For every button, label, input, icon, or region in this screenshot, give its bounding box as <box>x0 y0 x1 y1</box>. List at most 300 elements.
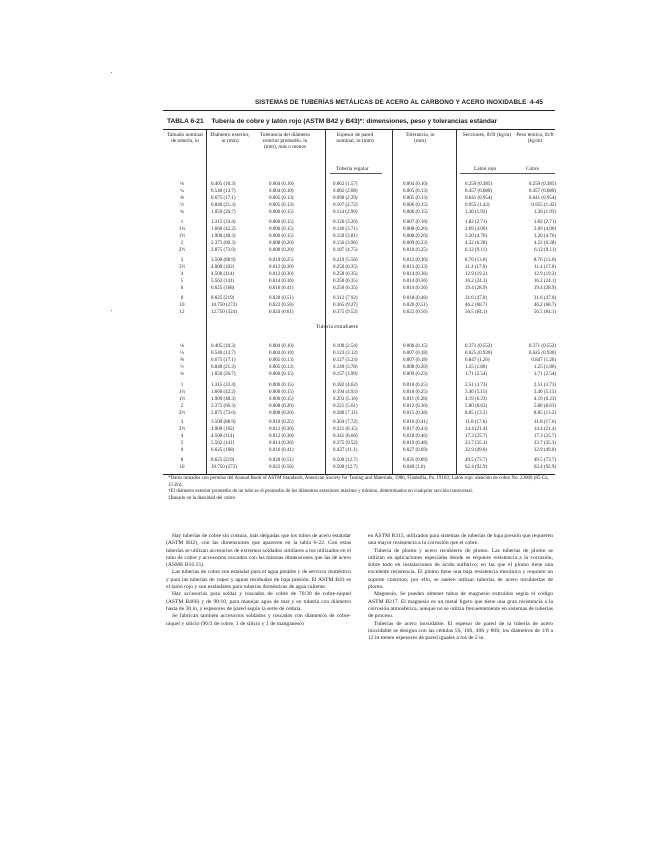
cell-wall-thickness: 0.082 (2.08) <box>333 189 358 194</box>
cell-copper-weight: 2.69 (4.00) <box>533 227 556 232</box>
section-extra-strong: Tubería extrafuerte <box>316 324 359 330</box>
body-paragraph: Tuberías de acero inoxidable. El espesor de pared de la tubería de acero inoxidable se designa con las cédulas 5S, 10S, 40S y 80S; los diámetros de 1/8 a 12 in tienen espesores de pared iguales a los de 2 in. <box>368 620 553 642</box>
cell-wall-thickness: 0.100 (2.54) <box>333 344 358 349</box>
cell-nominal-size: 1½ <box>178 397 186 402</box>
cell-red-brass-weight: 1.30 (1.93) <box>465 210 488 215</box>
cell-red-brass-weight: 2.51 (3.73) <box>465 383 488 388</box>
cell-nominal-size: 1 <box>180 220 184 225</box>
cell-red-brass-weight: 17.3 (25.7) <box>465 434 488 439</box>
cell-tolerance: 0.009 (0.23) <box>403 241 428 246</box>
cell-red-brass-weight: 23.7 (35.3) <box>465 441 488 446</box>
cell-copper-weight: 4.22 (6.28) <box>533 241 556 246</box>
table-row <box>163 419 555 426</box>
body-paragraph: Se fabrican también accesorios soldados y roscados con diámetros de cobre-níquel y silicio (96/3 de cobre, 3 de silicio y 1 de manganeso) <box>166 613 351 627</box>
cell-od-tolerance: 0.008 (0.20) <box>269 248 294 253</box>
cell-outside-diameter: 5.562 (141) <box>211 279 235 284</box>
cell-red-brass-weight: 0.371 (0.552) <box>465 344 493 349</box>
cell-tolerance: 0.006 (0.15) <box>403 344 428 349</box>
cell-nominal-size: 10 <box>179 465 185 470</box>
cell-outside-diameter: 1.900 (48.3) <box>211 234 236 239</box>
cell-copper-weight: 6.12 (9.11) <box>534 248 556 253</box>
title-rule <box>163 129 555 130</box>
cell-outside-diameter: 8.625 (219) <box>211 296 235 301</box>
cell-tolerance: 0.016 (0.41) <box>403 420 428 425</box>
cell-outside-diameter: 2.875 (73.0) <box>211 411 236 416</box>
cell-nominal-size: 2½ <box>178 411 186 416</box>
cell-outside-diameter: 0.405 (10.3) <box>211 182 236 187</box>
cell-tolerance: 0.005 (0.13) <box>403 189 428 194</box>
header-rule <box>163 110 555 111</box>
cell-wall-thickness: 0.203 (5.16) <box>333 397 358 402</box>
cell-od-tolerance: 0.014 (0.36) <box>269 279 294 284</box>
cell-wall-thickness: 0.187 (4.75) <box>333 248 358 253</box>
subhead-copper: Cobre <box>526 166 539 172</box>
cell-copper-weight: 46.2 (68.7) <box>533 303 556 308</box>
cell-red-brass-weight: 16.2 (24.1) <box>465 279 488 284</box>
cell-red-brass-weight: 3.20 (4.76) <box>465 234 488 239</box>
table-title <box>167 118 557 125</box>
cell-tolerance: 0.007 (0.18) <box>403 358 428 363</box>
cell-outside-diameter: 12.750 (324) <box>211 310 237 315</box>
cell-tolerance: 0.008 (0.20) <box>403 227 428 232</box>
cell-tolerance: 0.014 (0.36) <box>403 272 428 277</box>
cell-outside-diameter: 1.315 (33.4) <box>211 220 236 225</box>
cell-red-brass-weight: 14.4 (21.4) <box>465 427 488 432</box>
cell-outside-diameter: 0.840 (21.3) <box>211 203 236 208</box>
cell-wall-thickness: 0.304 (7.72) <box>333 420 358 425</box>
table-row <box>163 240 555 247</box>
footnote: †El diámetro exterior promedio de un tubo es el promedio de los diámetros exteriores máximo y mínimo, determinados en cualquier sección transversal. <box>168 489 474 495</box>
cell-nominal-size: 1 <box>180 383 184 388</box>
cell-outside-diameter: 0.540 (13.7) <box>211 189 236 194</box>
cell-nominal-size: 2 <box>180 241 184 246</box>
cell-tolerance: 0.011 (0.28) <box>403 397 428 402</box>
cell-od-tolerance: 0.014 (0.36) <box>269 441 294 446</box>
table-row <box>163 271 555 278</box>
cell-tolerance: 0.035 (0.89) <box>403 458 428 463</box>
cell-outside-diameter: 1.660 (42.2) <box>211 227 236 232</box>
cell-red-brass-weight: 1.71 (2.54) <box>465 372 488 377</box>
table-row <box>163 382 555 389</box>
cell-red-brass-weight: 1.82 (2.71) <box>465 220 488 225</box>
cell-od-tolerance: 0.006 (0.15) <box>269 210 294 215</box>
cell-wall-thickness: 0.127 (3.23) <box>333 358 358 363</box>
table-row <box>163 364 555 371</box>
cell-od-tolerance: 0.006 (0.15) <box>269 397 294 402</box>
cell-wall-thickness: 0.280 (7.11) <box>333 411 358 416</box>
cell-od-tolerance: 0.024 (0.61) <box>269 310 294 315</box>
cell-copper-weight: 8.85 (13.2) <box>533 411 556 416</box>
table-row <box>163 181 555 188</box>
subhead-regular: Tubería regular <box>336 166 369 172</box>
cell-wall-thickness: 0.250 (6.35) <box>333 265 358 270</box>
cell-red-brass-weight: 56.5 (84.1) <box>465 310 488 315</box>
cell-od-tolerance: 0.010 (0.25) <box>269 420 294 425</box>
cell-tolerance: 0.014 (0.36) <box>403 279 428 284</box>
cell-tolerance: 0.007 (0.18) <box>403 351 428 356</box>
cell-tolerance: 0.010 (0.25) <box>403 248 428 253</box>
cell-red-brass-weight: 11.8 (17.6) <box>465 420 487 425</box>
cell-red-brass-weight: 12.9 (19.2) <box>465 272 488 277</box>
cell-copper-weight: 1.25 (1.86) <box>533 365 556 370</box>
cell-nominal-size: ¾ <box>180 210 184 215</box>
running-header-title: SISTEMAS DE TUBERÍAS METÁLICAS DE ACERO AL CARBONO Y ACERO INOXIDABLE <box>255 99 527 106</box>
cell-od-tolerance: 0.020 (0.51) <box>269 458 294 463</box>
cell-copper-weight: 3.46 (5.15) <box>533 390 556 395</box>
col-head-wall-thickness: Espesor de pared nominal, in (mm) <box>336 132 374 145</box>
cell-copper-weight: 1.71 (2.54) <box>533 372 556 377</box>
table-row <box>163 433 555 440</box>
cell-red-brass-weight: 0.955 (1.42) <box>465 203 490 208</box>
cell-copper-weight: 62.4 (92.9) <box>533 465 556 470</box>
cell-outside-diameter: 6.625 (168) <box>211 286 235 291</box>
cell-outside-diameter: 0.840 (21.3) <box>211 365 236 370</box>
cell-nominal-size: 3½ <box>178 265 186 270</box>
table-row <box>163 209 555 216</box>
cell-nominal-size: 3½ <box>178 427 186 432</box>
cell-nominal-size: 6 <box>180 286 184 291</box>
cell-tolerance: 0.005 (0.13) <box>403 196 428 201</box>
cell-red-brass-weight: 0.641 (0.954) <box>465 196 493 201</box>
subhead-rule-left <box>330 173 382 174</box>
cell-tolerance: 0.006 (0.15) <box>403 210 428 215</box>
cell-nominal-size: ½ <box>180 203 184 208</box>
cell-od-tolerance: 0.004 (0.10) <box>269 189 294 194</box>
cell-tolerance: 0.018 (0.46) <box>403 434 428 439</box>
table-row <box>163 195 555 202</box>
cell-od-tolerance: 0.006 (0.15) <box>269 220 294 225</box>
cell-red-brass-weight: 0.457 (0.680) <box>465 189 493 194</box>
cell-wall-thickness: 0.365 (9.27) <box>333 303 358 308</box>
cell-nominal-size: 3 <box>180 258 184 263</box>
cell-wall-thickness: 0.219 (5.56) <box>333 258 358 263</box>
cell-copper-weight: 3.20 (4.76) <box>533 234 556 239</box>
table-row <box>163 457 555 464</box>
cell-red-brass-weight: 1.25 (1.86) <box>465 365 488 370</box>
table-row <box>163 302 555 309</box>
cell-wall-thickness: 0.182 (4.62) <box>333 383 358 388</box>
cell-tolerance: 0.027 (0.69) <box>403 448 428 453</box>
cell-nominal-size: 8 <box>180 296 184 301</box>
table-row <box>163 309 555 316</box>
cell-od-tolerance: 0.006 (0.15) <box>269 227 294 232</box>
cell-red-brass-weight: 6.12 (9.11) <box>465 248 487 253</box>
cell-wall-thickness: 0.157 (3.99) <box>333 372 358 377</box>
cell-outside-diameter: 3.500 (88.9) <box>211 258 236 263</box>
table-row <box>163 343 555 350</box>
table-row <box>163 188 555 195</box>
footnote: ‡Basado en la densidad del cobre. <box>168 495 237 501</box>
cell-tolerance: 0.008 (0.20) <box>403 365 428 370</box>
cell-tolerance: 0.010 (0.25) <box>403 390 428 395</box>
cell-wall-thickness: 0.250 (6.35) <box>333 272 358 277</box>
cell-copper-weight: 0.847 (1.26) <box>531 358 556 363</box>
cell-nominal-size: 1½ <box>178 234 186 239</box>
cell-copper-weight: 56.5 (84.1) <box>533 310 556 315</box>
cell-red-brass-weight: 2.69 (4.00) <box>465 227 488 232</box>
body-paragraph: Tubería de plomo y acero recubierto de plomo. Las tuberías de plomo se utilizan en aplicaciones especiales donde se requiere resistencia a la corrosión, sobre todo en instalaciones de ácido sulfúrico, en las que el plomo tiene una excelente resistencia. El plomo tiene una baja resistencia mecánica y requiere un soporte continuo; por ello, se suelen utilizar tuberías de acero recubiertas de plomo. <box>368 547 553 591</box>
body-paragraph: en ASTM B315, utilizados para sistemas de tuberías de baja presión que requieren una mayor resistencia a la corrosión que el cobre. <box>368 533 553 547</box>
cell-copper-weight: 0.371 (0.552) <box>528 344 556 349</box>
cell-nominal-size: 2 <box>180 404 184 409</box>
cell-od-tolerance: 0.006 (0.15) <box>269 390 294 395</box>
cell-red-brass-weight: 4.19 (6.23) <box>465 397 488 402</box>
table-row <box>163 278 555 285</box>
table-row <box>163 202 555 209</box>
cell-wall-thickness: 0.062 (1.57) <box>333 182 358 187</box>
footnote: *Datos tomados con permiso del Annual Book of ASTM Standards, American Society for Testing and Materials, 1986, Filadelfia, Pa. 19103; Latón rojo: aleación de cobre No. 23000 (85 Cu, 15 Zn). <box>168 476 549 488</box>
table-label: TABLA 6-21 <box>167 118 204 125</box>
body-paragraph: Las tuberías de cobre son estándar para el agua potable y de servicio doméstico y para las tuberías de vapor y aguas residuales de baja presión. El ASTM B43 es el latón rojo y son estándares para tuberías domésticas de agua caliente. <box>166 569 351 591</box>
cell-wall-thickness: 0.321 (8.15) <box>333 427 358 432</box>
table-row <box>163 350 555 357</box>
table-row <box>163 426 555 433</box>
cell-od-tolerance: 0.005 (0.13) <box>269 203 294 208</box>
cell-outside-diameter: 0.675 (17.1) <box>211 196 236 201</box>
cell-nominal-size: 1¼ <box>178 390 186 395</box>
cell-wall-thickness: 0.500 (12.7) <box>333 458 358 463</box>
cell-copper-weight: 8.76 (13.0) <box>533 258 556 263</box>
cell-tolerance: 0.022 (0.56) <box>403 310 428 315</box>
cell-od-tolerance: 0.016 (0.41) <box>269 448 294 453</box>
cell-copper-weight: 1.30 (1.93) <box>533 210 556 215</box>
table-row <box>163 410 555 417</box>
cell-red-brass-weight: 3.46 (5.15) <box>465 390 488 395</box>
cell-wall-thickness: 0.341 (8.66) <box>333 434 358 439</box>
table-row <box>163 295 555 302</box>
cell-od-tolerance: 0.006 (0.15) <box>269 372 294 377</box>
body-column-left <box>166 533 351 628</box>
cell-wall-thickness: 0.375 (9.52) <box>333 441 358 446</box>
cell-od-tolerance: 0.004 (0.10) <box>269 344 294 349</box>
cell-tolerance: 0.019 (0.48) <box>403 441 428 446</box>
cell-nominal-size: 3 <box>180 420 184 425</box>
cell-outside-diameter: 5.562 (141) <box>211 441 235 446</box>
col-head-outside-diameter: Diámetro exterior, in (mm) <box>210 132 250 145</box>
cell-od-tolerance: 0.010 (0.25) <box>269 258 294 263</box>
cell-nominal-size: 5 <box>180 279 184 284</box>
table-row <box>163 219 555 226</box>
subhead-rule-right <box>460 173 555 174</box>
cell-od-tolerance: 0.006 (0.15) <box>269 234 294 239</box>
cell-copper-weight: 0.457 (0.680) <box>528 189 556 194</box>
cell-outside-diameter: 2.375 (60.3) <box>211 241 236 246</box>
cell-wall-thickness: 0.126 (3.20) <box>333 220 358 225</box>
table-footnotes <box>168 476 554 502</box>
cell-od-tolerance: 0.006 (0.15) <box>269 383 294 388</box>
cell-outside-diameter: 4.000 (102) <box>211 265 235 270</box>
cell-od-tolerance: 0.005 (0.13) <box>269 365 294 370</box>
cell-tolerance: 0.040 (1.0) <box>403 465 426 470</box>
cell-copper-weight: 16.2 (24.1) <box>533 279 556 284</box>
cell-outside-diameter: 1.900 (48.3) <box>211 397 236 402</box>
cell-red-brass-weight: 0.625 (0.930) <box>465 351 493 356</box>
cell-od-tolerance: 0.012 (0.30) <box>269 434 294 439</box>
cell-nominal-size: 4 <box>180 272 184 277</box>
cell-od-tolerance: 0.022 (0.56) <box>269 465 294 470</box>
cell-red-brass-weight: 8.76 (13.0) <box>465 258 488 263</box>
cell-tolerance: 0.013 (0.33) <box>403 265 428 270</box>
page-number: 4-45 <box>529 99 543 106</box>
cell-wall-thickness: 0.090 (2.29) <box>333 196 358 201</box>
margin-mark-top: ' <box>111 72 113 78</box>
cell-copper-weight: 0.955 (1.42) <box>531 203 556 208</box>
cell-copper-weight: 31.6 (47.0) <box>533 296 556 301</box>
cell-nominal-size: ⅜ <box>180 196 184 201</box>
cell-red-brass-weight: 11.4 (17.0) <box>465 265 487 270</box>
body-paragraph: Magnesio. Se pueden obtener tubos de magnesio extruidos según el código ASTM B217. El magnesio es un metal ligero que tiene una gran resistencia a la corrosión atmosférica, aunque no se utiliza frecuentemente en sistemas de tuberías de proceso. <box>368 591 553 620</box>
cell-tolerance: 0.009 (0.23) <box>403 372 428 377</box>
cell-outside-diameter: 8.625 (219) <box>211 458 235 463</box>
cell-tolerance: 0.010 (0.25) <box>403 383 428 388</box>
cell-nominal-size: ⅛ <box>180 182 184 187</box>
cell-wall-thickness: 0.500 (12.7) <box>333 465 358 470</box>
cell-od-tolerance: 0.012 (0.30) <box>269 427 294 432</box>
cell-nominal-size: 4 <box>180 434 184 439</box>
cell-nominal-size: 8 <box>180 458 184 463</box>
cell-nominal-size: ⅜ <box>180 358 184 363</box>
col-head-nominal-size: Tamaño nominal de tubería, in <box>167 132 203 145</box>
cell-outside-diameter: 3.500 (88.9) <box>211 420 236 425</box>
cell-copper-weight: 1.82 (2.71) <box>533 220 556 225</box>
cell-wall-thickness: 0.107 (2.72) <box>333 203 358 208</box>
cell-copper-weight: 0.641 (0.954) <box>528 196 556 201</box>
cell-od-tolerance: 0.020 (0.51) <box>269 296 294 301</box>
body-paragraph: Hay accesorios para soldar y roscados de cobre de 70/30 de cobre-níquel (ASTM B466) y de 90/10, para manejar agua de mar y en tubería con diámetro hasta de 30 in, y espesores de pared según la serie de cédula. <box>166 591 351 612</box>
cell-wall-thickness: 0.156 (3.96) <box>333 241 358 246</box>
cell-tolerance: 0.012 (0.30) <box>403 404 428 409</box>
cell-od-tolerance: 0.022 (0.56) <box>269 303 294 308</box>
cell-outside-diameter: 2.375 (60.3) <box>211 404 236 409</box>
cell-red-brass-weight: 5.80 (8.63) <box>465 404 488 409</box>
table-row <box>163 440 555 447</box>
cell-outside-diameter: 10.750 (273) <box>211 303 237 308</box>
cell-red-brass-weight: 31.6 (47.0) <box>465 296 488 301</box>
table-row <box>163 389 555 396</box>
cell-outside-diameter: 1.315 (33.4) <box>211 383 236 388</box>
cell-copper-weight: 0.625 (0.930) <box>528 351 556 356</box>
cell-copper-weight: 5.80 (8.63) <box>533 404 556 409</box>
cell-copper-weight: 32.9 (49.0) <box>533 448 556 453</box>
table-row <box>163 264 555 271</box>
cell-copper-weight: 14.4 (21.4) <box>533 427 556 432</box>
cell-nominal-size: 5 <box>180 441 184 446</box>
cell-od-tolerance: 0.008 (0.20) <box>269 241 294 246</box>
cell-nominal-size: 2½ <box>178 248 186 253</box>
cell-wall-thickness: 0.114 (2.90) <box>333 210 358 215</box>
cell-nominal-size: ¼ <box>180 189 184 194</box>
table-row <box>163 396 555 403</box>
running-header <box>255 99 555 106</box>
table-bottom-rule <box>163 474 555 475</box>
cell-copper-weight: 2.51 (3.73) <box>533 383 556 388</box>
cell-red-brass-weight: 0.259 (0.385) <box>465 182 493 187</box>
table-row <box>163 233 555 240</box>
cell-od-tolerance: 0.008 (0.20) <box>269 411 294 416</box>
cell-copper-weight: 19.4 (28.9) <box>533 286 556 291</box>
cell-red-brass-weight: 49.5 (73.7) <box>465 458 488 463</box>
cell-od-tolerance: 0.016 (0.41) <box>269 286 294 291</box>
cell-od-tolerance: 0.005 (0.13) <box>269 358 294 363</box>
cell-red-brass-weight: 4.22 (6.28) <box>465 241 488 246</box>
cell-nominal-size: ¾ <box>180 372 184 377</box>
table-row <box>163 371 555 378</box>
cell-outside-diameter: 1.050 (26.7) <box>211 372 236 377</box>
table-title-text: Tubería de cobre y latón rojo (ASTM B42 y B43)*: dimensiones, peso y tolerancias estándar <box>211 118 498 125</box>
cell-nominal-size: 1¼ <box>178 227 186 232</box>
cell-outside-diameter: 6.625 (168) <box>211 448 235 453</box>
cell-tolerance: 0.018 (0.46) <box>403 296 428 301</box>
cell-outside-diameter: 2.875 (73.0) <box>211 248 236 253</box>
cell-tolerance: 0.004 (0.10) <box>403 182 428 187</box>
cell-outside-diameter: 0.540 (13.7) <box>211 351 236 356</box>
cell-tolerance: 0.006 (0.15) <box>403 203 428 208</box>
cell-tolerance: 0.012 (0.30) <box>403 258 428 263</box>
cell-red-brass-weight: 62.4 (92.9) <box>465 465 488 470</box>
cell-tolerance: 0.014 (0.36) <box>403 286 428 291</box>
cell-nominal-size: 12 <box>179 310 185 315</box>
cell-copper-weight: 49.5 (73.7) <box>533 458 556 463</box>
cell-copper-weight: 23.7 (35.3) <box>533 441 556 446</box>
col-head-od-tolerance: Tolerancia del diámetro exterior promedio, in (mm), más o menos <box>259 132 311 151</box>
cell-wall-thickness: 0.146 (3.71) <box>333 227 358 232</box>
cell-copper-weight: 17.3 (25.7) <box>533 434 556 439</box>
cell-tolerance: 0.017 (0.43) <box>403 427 428 432</box>
cell-nominal-size: ⅛ <box>180 344 184 349</box>
margin-mark-mid: ' <box>111 310 113 316</box>
body-column-right <box>368 533 553 642</box>
body-paragraph: Hay tuberías de cobre sin costura, más delgadas que los tubos de acero estándar (ASTM B42), con las dimensiones que aparecen en la tabla 6-22. Con estas tuberías se utilizan accesorios de extremos soldados similares a los utilizados en el tubo de cobre y accesorios roscados con las mismas dimensiones que las de acero (ASME B16.15). <box>166 533 351 569</box>
cell-copper-weight: 11.8 (17.6) <box>534 420 556 425</box>
table-row <box>163 357 555 364</box>
cell-od-tolerance: 0.012 (0.30) <box>269 265 294 270</box>
cell-od-tolerance: 0.005 (0.13) <box>269 196 294 201</box>
table-row <box>163 257 555 264</box>
col-head-theoretical-weight: Peso teórico, lb/ft (kg/m) <box>516 132 554 145</box>
cell-outside-diameter: 1.050 (26.7) <box>211 210 236 215</box>
cell-od-tolerance: 0.004 (0.10) <box>269 182 294 187</box>
cell-wall-thickness: 0.437 (11.1) <box>333 448 358 453</box>
cell-outside-diameter: 4.000 (102) <box>211 427 235 432</box>
cell-tolerance: 0.015 (0.38) <box>403 411 428 416</box>
cell-wall-thickness: 0.250 (6.35) <box>333 279 358 284</box>
col-head-tolerance: Tolerancia, in (mm) <box>405 132 435 145</box>
cell-tolerance: 0.008 (0.20) <box>403 234 428 239</box>
subhead-red-brass: Latón rojo <box>474 166 497 172</box>
table-row <box>163 247 555 254</box>
cell-copper-weight: 4.19 (6.23) <box>533 397 556 402</box>
cell-nominal-size: ½ <box>180 365 184 370</box>
cell-wall-thickness: 0.123 (3.12) <box>333 351 358 356</box>
cell-wall-thickness: 0.150 (3.81) <box>333 234 358 239</box>
cell-outside-diameter: 4.500 (114) <box>211 434 235 439</box>
cell-outside-diameter: 0.405 (10.3) <box>211 344 236 349</box>
cell-red-brass-weight: 19.4 (28.9) <box>465 286 488 291</box>
table-row <box>163 285 555 292</box>
cell-red-brass-weight: 8.85 (13.2) <box>465 411 488 416</box>
cell-nominal-size: ¼ <box>180 351 184 356</box>
col-head-sections: Secciones, lb/ft (kg/m) <box>462 132 512 138</box>
table-row <box>163 447 555 454</box>
cell-wall-thickness: 0.375 (9.52) <box>333 310 358 315</box>
table-row <box>163 464 555 471</box>
cell-red-brass-weight: 0.847 (1.26) <box>465 358 490 363</box>
cell-nominal-size: 6 <box>180 448 184 453</box>
cell-outside-diameter: 1.660 (42.2) <box>211 390 236 395</box>
cell-wall-thickness: 0.194 (4.93) <box>333 390 358 395</box>
cell-od-tolerance: 0.004 (0.10) <box>269 351 294 356</box>
cell-copper-weight: 12.9 (19.2) <box>533 272 556 277</box>
